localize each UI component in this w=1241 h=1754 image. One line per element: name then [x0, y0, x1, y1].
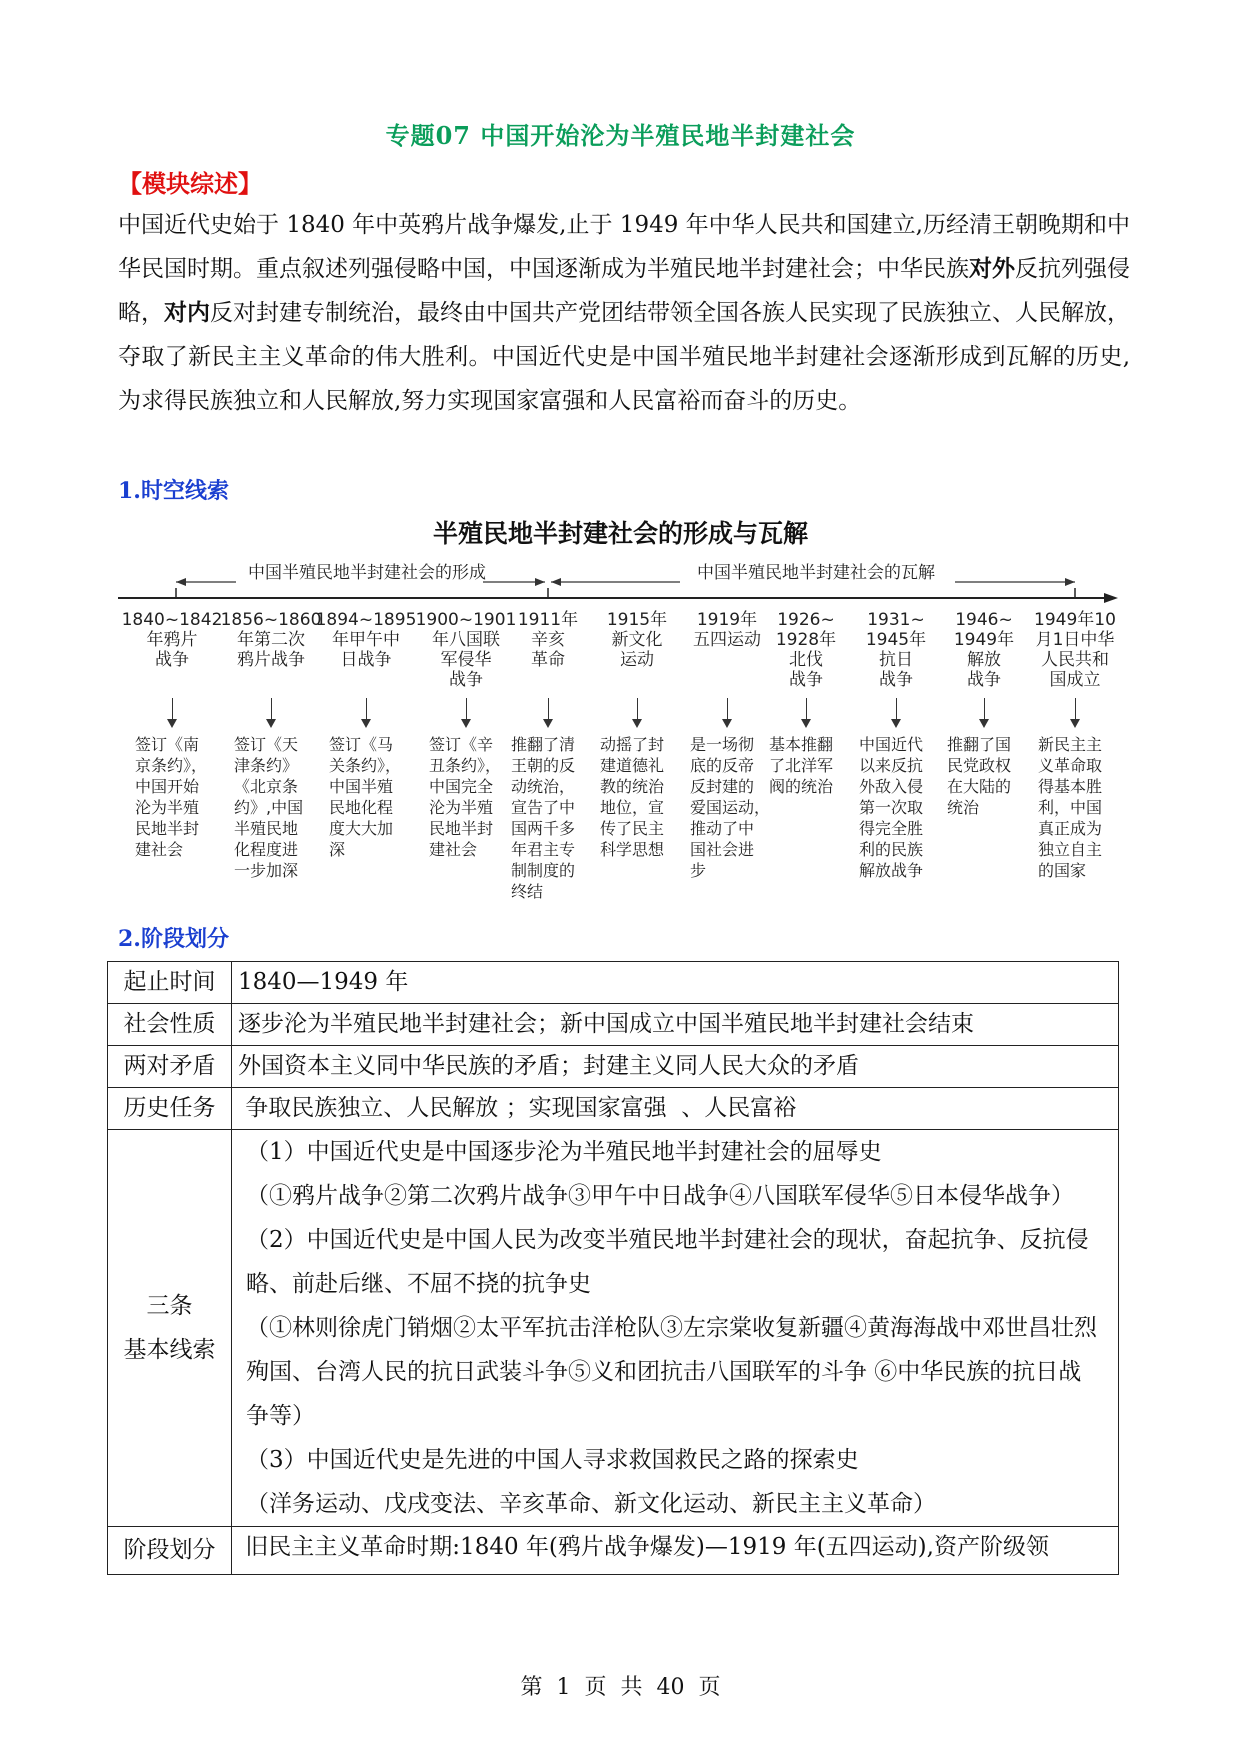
- intro-text-2: 反抗列强侵略，: [118, 256, 1130, 326]
- intro-bold-2: 对内: [164, 299, 210, 326]
- table-row: [108, 1046, 1119, 1088]
- row-key: 两对矛盾: [108, 1046, 232, 1088]
- timeline-event-label: 1919年 五四运动: [693, 610, 761, 650]
- timeline-event-result: 是一场彻 底的反帝 反封建的 爱国运动， 推动了中 国社会进 步: [690, 735, 771, 880]
- clues-key-line1: 三条: [146, 1293, 193, 1319]
- section-tag: 【模块综述】: [118, 169, 262, 198]
- clue-line: （洋务运动、戊戌变法、辛亥革命、新文化运动、新民主主义革命）: [246, 1491, 936, 1517]
- row-value: 1840—1949 年: [232, 962, 1119, 1004]
- heading-stages: 2.阶段划分: [118, 926, 229, 952]
- intro-bold-1: 对外: [969, 255, 1015, 282]
- intro-text-1: 中国近代史始于 1840 年中英鸦片战争爆发,止于 1949 年中华人民共和国建立,历经清王朝晚期和中华民国时期。重点叙述列强侵略中国，中国逐渐成为半殖民地半封建社会；中华民族: [118, 212, 1130, 282]
- row-value: 争取民族独立、人民解放 ；实现国家富强 、人民富裕: [232, 1088, 1119, 1130]
- clues-cell: [232, 1130, 1119, 1527]
- down-arrow-icon: [727, 698, 728, 726]
- down-arrow-icon: [271, 698, 272, 726]
- timeline-event-label: 1949年10 月1日中华 人民共和 国成立: [1034, 610, 1116, 690]
- row-key-clues: [108, 1130, 232, 1527]
- down-arrow-icon: [806, 698, 807, 726]
- down-arrow-icon: [172, 698, 173, 726]
- timeline-event-result: 中国近代 以来反抗 外敌入侵 第一次取 得完全胜 利的民族 解放战争: [859, 735, 924, 880]
- intro-text-3: 反对封建专制统治，最终由中国共产党团结带领全国各族人民实现了民族独立、人民解放，夺取了新民主主义革命的伟大胜利。中国近代史是中国半殖民地半封建社会逐渐形成到瓦解的历史,为求得民族独立和人民解放,努力实现国家富强和人民富裕而奋斗的历史。: [118, 300, 1130, 414]
- timeline-event-label: 1894~1895 年甲午中 日战争: [315, 610, 417, 670]
- row-value: 外国资本主义同中华民族的矛盾；封建主义同人民大众的矛盾: [232, 1046, 1119, 1088]
- timeline-event-label: 1931~ 1945年 抗日 战争: [865, 610, 927, 690]
- timeline-event-result: 签订《辛 丑条约》， 中国完全 沦为半殖 民地半封 建社会: [429, 735, 502, 859]
- down-arrow-icon: [548, 698, 549, 726]
- span-formation-label: 中国半殖民地半封建社会的形成: [248, 563, 486, 583]
- clue-line: （①林则徐虎门销烟②太平军抗击洋枪队③左宗棠收复新疆④黄海海战中邓世昌壮烈殉国、台湾人民的抗日武装斗争⑤义和团抗击八国联军的斗争 ⑥中华民族的抗日战争等）: [246, 1315, 1097, 1429]
- page-footer: 第 1 页 共 40 页: [520, 1675, 721, 1700]
- page-title: 专题07 中国开始沦为半殖民地半封建社会: [385, 121, 856, 150]
- clue-line: （3）中国近代史是先进的中国人寻求救国救民之路的探索史: [246, 1447, 859, 1473]
- down-arrow-icon: [1075, 698, 1076, 726]
- span-collapse-label: 中国半殖民地半封建社会的瓦解: [697, 563, 935, 583]
- timeline-event-label: 1911年 辛亥 革命: [517, 610, 579, 670]
- row-key: 历史任务: [108, 1088, 232, 1130]
- row-value: 旧民主主义革命时期:1840 年(鸦片战争爆发)—1919 年(五四运动),资产阶级领: [232, 1527, 1119, 1575]
- timeline-event-result: 签订《南 京条约》， 中国开始 沦为半殖 民地半封 建社会: [135, 735, 208, 859]
- timeline-event-label: 1915年 新文化 运动: [606, 610, 668, 670]
- timeline-event-result: 动摇了封 建道德礼 教的统治 地位，宣 传了民主 科学思想: [600, 735, 665, 859]
- clue-line: （1）中国近代史是中国逐步沦为半殖民地半封建社会的屈辱史: [246, 1139, 882, 1165]
- timeline-event-result: 推翻了国 民党政权 在大陆的 统治: [947, 735, 1012, 817]
- table-row: [108, 1088, 1119, 1130]
- timeline-event-label: 1840~1842 年鸦片 战争: [121, 610, 223, 670]
- stage-table: [107, 961, 1119, 1575]
- down-arrow-icon: [466, 698, 467, 726]
- timeline-event-result: 推翻了清 王朝的反 动统治， 宣告了中 国两千多 年君主专 制制度的 终结: [511, 735, 576, 901]
- row-key: 起止时间: [108, 962, 232, 1004]
- clues-key-line2: 基本线索: [123, 1337, 216, 1363]
- down-arrow-icon: [896, 698, 897, 726]
- intro-paragraph: [118, 203, 1130, 423]
- table-row: [108, 1130, 1119, 1527]
- clue-line: （2）中国近代史是中国人民为改变半殖民地半封建社会的现状，奋起抗争、反抗侵略、前赴后继、不屈不挠的抗争史: [246, 1227, 1089, 1297]
- row-value: 逐步沦为半殖民地半封建社会；新中国成立中国半殖民地半封建社会结束: [232, 1004, 1119, 1046]
- timeline-title: 半殖民地半封建社会的形成与瓦解: [432, 519, 808, 548]
- timeline-event-label: 1926~ 1928年 北伐 战争: [775, 610, 837, 690]
- row-key: 社会性质: [108, 1004, 232, 1046]
- timeline-event-result: 签订《天 津条约》 《北京条 约》,中国 半殖民地 化程度进 一步加深: [234, 735, 304, 880]
- heading-timeline: 1.时空线索: [118, 478, 229, 504]
- timeline-event-label: 1856~1860 年第二次 鸦片战争: [220, 610, 322, 670]
- down-arrow-icon: [637, 698, 638, 726]
- down-arrow-icon: [366, 698, 367, 726]
- table-row: [108, 962, 1119, 1004]
- timeline-event-label: 1900~1901 年八国联 军侵华 战争: [415, 610, 517, 690]
- table-row: [108, 1004, 1119, 1046]
- table-row: [108, 1527, 1119, 1575]
- clue-line: （①鸦片战争②第二次鸦片战争③甲午中日战争④八国联军侵华⑤日本侵华战争）: [246, 1183, 1074, 1209]
- down-arrow-icon: [984, 698, 985, 726]
- timeline-event-result: 签订《马 关条约》， 中国半殖 民地化程 度大大加 深: [329, 735, 402, 859]
- timeline-event-label: 1946~ 1949年 解放 战争: [953, 610, 1015, 690]
- row-key: 阶段划分: [108, 1527, 232, 1575]
- timeline-event-result: 基本推翻 了北洋军 阀的统治: [769, 735, 834, 796]
- timeline-event-result: 新民主主 义革命取 得基本胜 利，中国 真正成为 独立自主 的国家: [1038, 735, 1103, 880]
